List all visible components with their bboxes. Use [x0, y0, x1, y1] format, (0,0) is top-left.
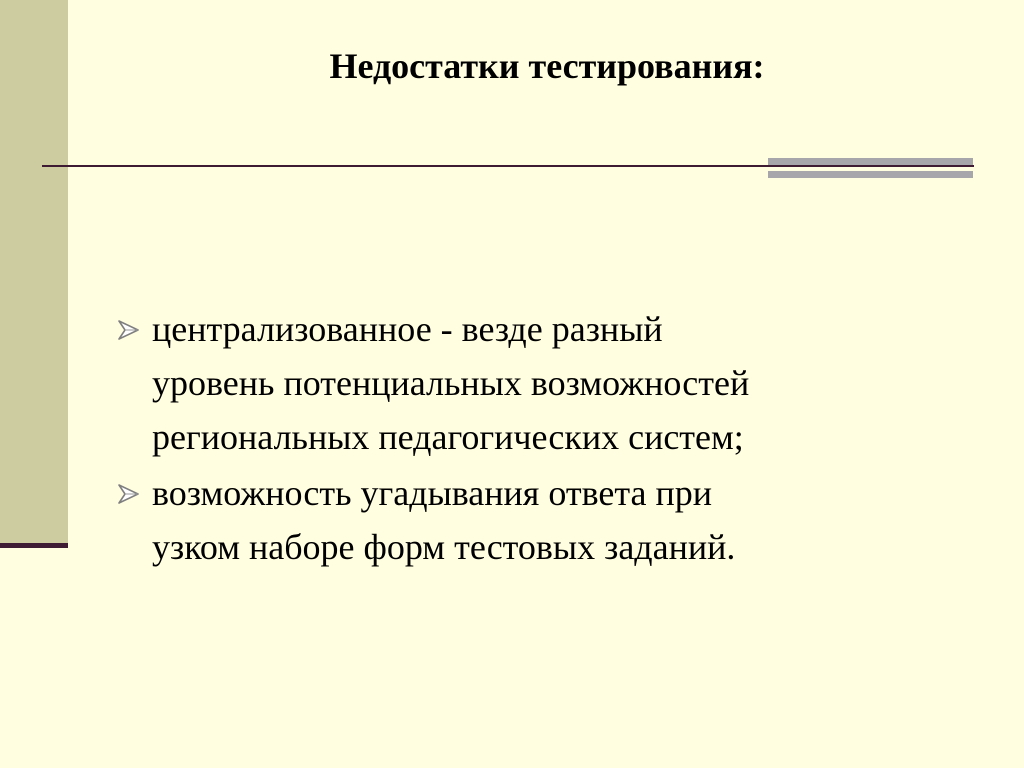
bullet-line: уровень потенциальных возможностей	[152, 363, 750, 403]
arrowhead-bullet-icon	[116, 319, 142, 341]
side-rule	[0, 543, 68, 548]
side-band	[0, 0, 68, 545]
accent-bars	[768, 158, 973, 179]
bullet-line: узком наборе форм тестовых заданий.	[152, 527, 736, 567]
bullet-line: централизованное - везде разный	[152, 309, 663, 349]
bullet-list	[112, 302, 972, 576]
arrowhead-bullet-icon	[116, 483, 142, 505]
bullet-line: региональных педагогических систем;	[152, 417, 744, 457]
accent-bar-bottom	[768, 171, 973, 178]
bullet-item	[112, 302, 972, 464]
accent-bar-top	[768, 158, 973, 165]
bullet-line: возможность угадывания ответа при	[152, 473, 713, 513]
slide-title: Недостатки тестирования:	[329, 46, 765, 86]
bullet-item	[112, 466, 972, 574]
